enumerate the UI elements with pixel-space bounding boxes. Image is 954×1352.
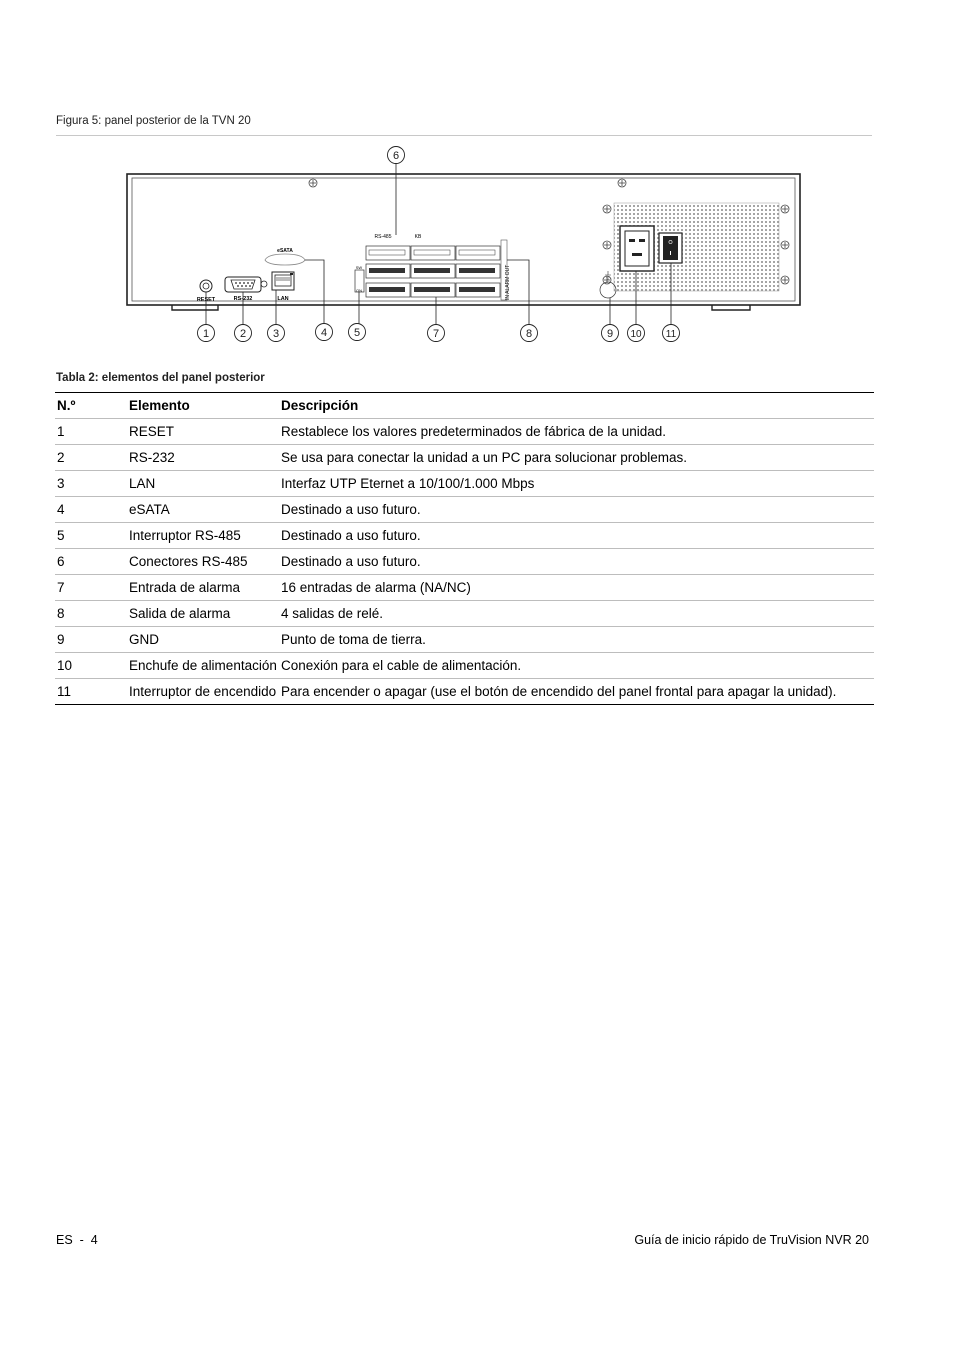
callout-7-label: 7 bbox=[432, 328, 440, 340]
row-num: 5 bbox=[55, 523, 127, 549]
row-num: 4 bbox=[55, 497, 127, 523]
row-element: Entrada de alarma bbox=[127, 575, 279, 601]
callout-2-label: 2 bbox=[239, 328, 247, 340]
row-element: LAN bbox=[127, 471, 279, 497]
document-title-footer: Guía de inicio rápido de TruVision NVR 20 bbox=[634, 1233, 869, 1247]
row-description: Destinado a uso futuro. bbox=[279, 549, 874, 575]
row-description: Interfaz UTP Eternet a 10/100/1.000 Mbps bbox=[279, 471, 874, 497]
header-num: N.º bbox=[55, 393, 127, 419]
row-description: Restablece los valores predeterminados de fábrica de la unidad. bbox=[279, 419, 874, 445]
row-description: 4 salidas de relé. bbox=[279, 601, 874, 627]
on-label: ON bbox=[356, 288, 362, 293]
header-description: Descripción bbox=[279, 393, 874, 419]
row-num: 10 bbox=[55, 653, 127, 679]
alarm-label: IN ALARM OUT bbox=[505, 264, 511, 300]
esata-label: eSATA bbox=[277, 248, 293, 254]
table-caption: Tabla 2: elementos del panel posterior bbox=[56, 372, 265, 384]
callout-11-label: 11 bbox=[665, 329, 677, 340]
table-row bbox=[55, 653, 874, 679]
row-num: 6 bbox=[55, 549, 127, 575]
callout-5-label: 5 bbox=[353, 327, 361, 339]
table-row bbox=[55, 679, 874, 705]
power-switch-icon bbox=[659, 233, 682, 263]
figure-caption: Figura 5: panel posterior de la TVN 20 bbox=[56, 115, 251, 127]
table-row bbox=[55, 627, 874, 653]
table-row bbox=[55, 523, 874, 549]
reset-label: RESET bbox=[196, 297, 216, 303]
row-description: Conexión para el cable de alimentación. bbox=[279, 653, 874, 679]
table-row bbox=[55, 471, 874, 497]
row-num: 9 bbox=[55, 627, 127, 653]
row-element: Salida de alarma bbox=[127, 601, 279, 627]
callout-10-label: 10 bbox=[630, 329, 642, 340]
row-num: 3 bbox=[55, 471, 127, 497]
row-num: 7 bbox=[55, 575, 127, 601]
callout-4-label: 4 bbox=[320, 327, 328, 339]
header-element: Elemento bbox=[127, 393, 279, 419]
row-description: Punto de toma de tierra. bbox=[279, 627, 874, 653]
table-row bbox=[55, 549, 874, 575]
row-num: 8 bbox=[55, 601, 127, 627]
table-row bbox=[55, 575, 874, 601]
row-element: GND bbox=[127, 627, 279, 653]
rs232-label: RS-232 bbox=[233, 296, 253, 302]
table-row bbox=[55, 497, 874, 523]
callout-6-label: 6 bbox=[392, 150, 400, 162]
row-element: Interruptor RS-485 bbox=[127, 523, 279, 549]
table-row bbox=[55, 445, 874, 471]
row-description: 16 entradas de alarma (NA/NC) bbox=[279, 575, 874, 601]
row-num: 11 bbox=[55, 679, 127, 705]
sw-label: SW bbox=[355, 265, 363, 270]
kb-label: KB bbox=[414, 234, 422, 240]
table-row bbox=[55, 601, 874, 627]
callout-1-label: 1 bbox=[202, 328, 210, 340]
power-socket-icon bbox=[620, 226, 654, 271]
row-element: RS-232 bbox=[127, 445, 279, 471]
row-element: eSATA bbox=[127, 497, 279, 523]
row-description: Se usa para conectar la unidad a un PC para solucionar problemas. bbox=[279, 445, 874, 471]
callout-3-label: 3 bbox=[272, 328, 280, 340]
row-num: 2 bbox=[55, 445, 127, 471]
rear-panel-elements-table bbox=[55, 392, 874, 705]
row-element: Enchufe de alimentación bbox=[127, 653, 279, 679]
row-description: Para encender o apagar (use el botón de encendido del panel frontal para apagar la unidad). bbox=[279, 679, 874, 705]
callout-9-label: 9 bbox=[606, 328, 614, 340]
row-description: Destinado a uso futuro. bbox=[279, 523, 874, 549]
page-number: ES - 4 bbox=[56, 1233, 98, 1247]
lan-label: LAN bbox=[277, 296, 289, 302]
table-row bbox=[55, 419, 874, 445]
row-description: Destinado a uso futuro. bbox=[279, 497, 874, 523]
rs485-label: RS-485 bbox=[374, 234, 392, 240]
caption-divider bbox=[56, 135, 872, 136]
row-element: RESET bbox=[127, 419, 279, 445]
row-element: Conectores RS-485 bbox=[127, 549, 279, 575]
row-num: 1 bbox=[55, 419, 127, 445]
row-element: Interruptor de encendido bbox=[127, 679, 279, 705]
table-header-row bbox=[55, 393, 874, 419]
callout-8-label: 8 bbox=[525, 328, 533, 340]
rear-panel-figure bbox=[120, 140, 810, 350]
